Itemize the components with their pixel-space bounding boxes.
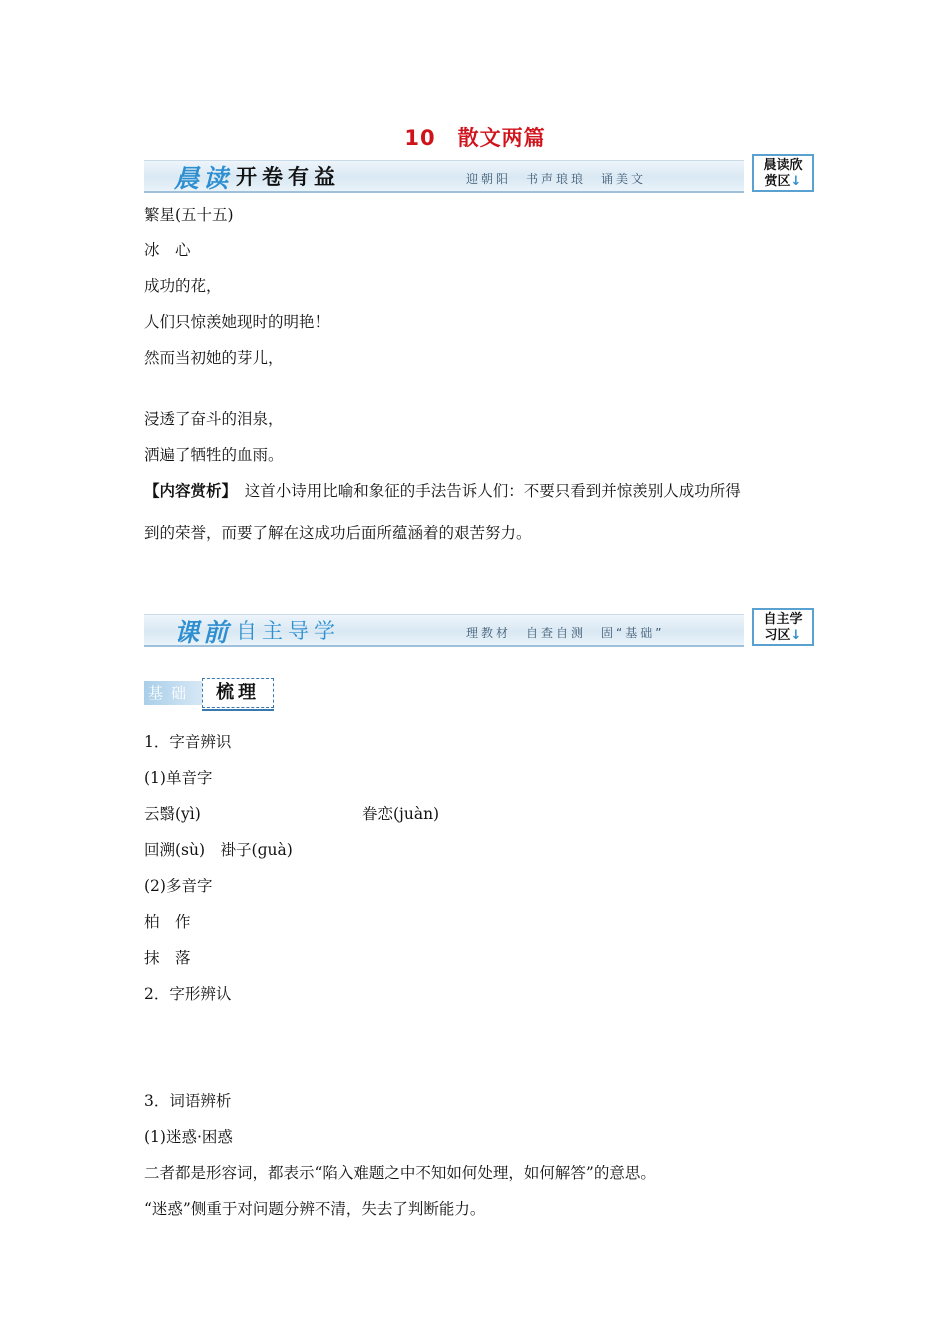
analysis-text-cont: 到的荣誉，而要了解在这成功后面所蕴涵着的艰苦努力。 [144, 524, 532, 542]
banner-bar [144, 160, 744, 193]
arrow-down-icon: ↓ [790, 628, 802, 643]
banner-lead: 晨读 [174, 164, 233, 193]
banner-slogan: 迎朝阳 书声琅琅 诵美文 [466, 172, 647, 186]
poem-title: 繁星(五十五) [144, 206, 234, 224]
section-tag [144, 678, 276, 710]
analysis-label: 【内容赏析】 [144, 481, 230, 500]
poem-line: 成功的花， [144, 277, 222, 295]
subheading-multi: (2)多音字 [144, 877, 213, 895]
word-row: 回溯(sù) 褂子(ɡuà) [144, 841, 293, 859]
subheading-single: (1)单音字 [144, 769, 213, 787]
poem-line: 人们只惊羡她现时的明艳！ [144, 313, 331, 331]
banner-lead-rest: 开卷有益 [236, 164, 340, 189]
section-tag-left: 基础 [144, 681, 208, 705]
badge-line1: 自主学 [763, 612, 803, 627]
word-item: 云翳(yì) [144, 805, 201, 823]
analysis-paragraph [144, 479, 741, 501]
poem-author: 冰 心 [144, 241, 191, 259]
page-title: 10 散文两篇 [404, 126, 546, 150]
badge-line2: 赏区 [764, 174, 791, 189]
poem-line: 然而当初她的芽儿， [144, 349, 284, 367]
banner-lead: 课前 [174, 618, 233, 647]
badge-line1: 晨读欣 [763, 158, 803, 173]
arrow-down-icon: ↓ [790, 174, 802, 189]
morning-reading-banner [144, 154, 814, 196]
banner-badge [752, 154, 814, 192]
analysis-text: 这首小诗用比喻和象征的手法告诉人们：不要只看到并惊羡别人成功所得 [229, 482, 741, 500]
section-tag-right: 梳理 [202, 678, 274, 708]
explain-line: 二者都是形容词，都表示“陷入难题之中不知如何处理，如何解答”的意思。 [144, 1164, 656, 1182]
polyphone-row: 柏 作 [144, 913, 191, 931]
explain-line: “迷惑”侧重于对问题分辨不清，失去了判断能力。 [144, 1200, 486, 1218]
subheading-compare: (1)迷惑·困惑 [144, 1128, 233, 1146]
banner-slogan: 理教材 自查自测 固“基础” [466, 626, 665, 640]
polyphone-row: 抹 落 [144, 949, 191, 967]
heading-pronunciation: 1．字音辨识 [144, 733, 232, 751]
poem-line: 浸透了奋斗的泪泉， [144, 410, 284, 428]
heading-words: 3．词语辨析 [144, 1092, 232, 1110]
poem-line: 洒遍了牺牲的血雨。 [144, 446, 284, 464]
preview-study-banner [144, 608, 814, 650]
badge-line2: 习区 [764, 628, 791, 643]
banner-badge [752, 608, 814, 646]
heading-glyph: 2．字形辨认 [144, 985, 232, 1003]
word-item: 眷恋(juàn) [362, 805, 440, 823]
section-tag-underline [202, 709, 274, 711]
banner-lead-rest: 自主导学 [236, 619, 340, 643]
